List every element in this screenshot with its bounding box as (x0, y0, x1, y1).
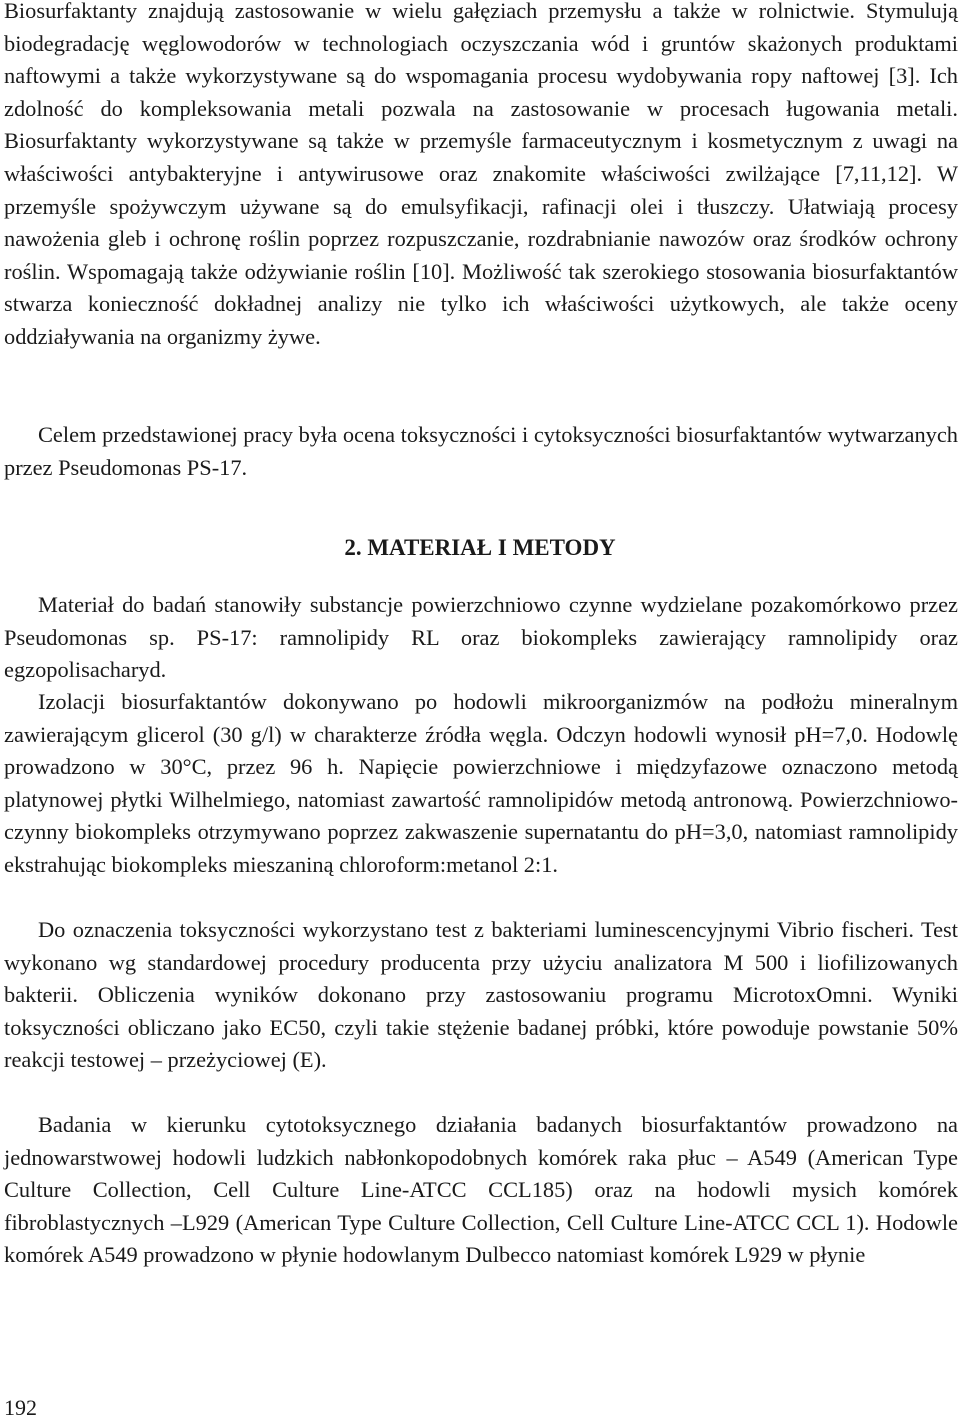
paragraph-isolation: Izolacji biosurfaktantów dokonywano po hodowli mikroorganizmów na podłożu mineralnym zawierającym glicerol (30 g/l) w charakterze źródła węgla. Odczyn hodowli wynosił pH=7,0. Hodowlę prowadzono w 30°C, przez 96 h. Napięcie powierzchniowe i międzyfazowe oznaczono metodą platynowej płytki Wilhelmiego, natomiast zawartość ramnolipidów metodą antronową. Powierzchniowo-czynny biokompleks otrzymywano poprzez zakwaszenie supernatantu do pH=3,0, natomiast ramnolipidy ekstrahując biokompleks mieszaniną chloroform:metanol 2:1. (4, 689, 958, 877)
paragraph-applications: Biosurfaktanty znajdują zastosowanie w wielu gałęziach przemysłu a także w rolnictwie. Stymulują biodegradację węglowodorów w technologiach oczyszczania wód i gruntów skażonych produktami naftowymi a także wykorzystywane są do wspomagania procesu wydobywania ropy naftowej [3]. Ich zdolność do kompleksowania metali pozwala na zastosowanie w procesach ługowania metali. Biosurfaktanty wykorzystywane są także w przemyśle farmaceutycznym i kosmetycznym z uwagi na właściwości antybakteryjne i antywirusowe oraz znakomite właściwości zwilżające [7,11,12]. W przemyśle spożywczym używane są do emulsyfikacji, rafinacji olei i tłuszczy. Ułatwiają procesy nawożenia gleb i ochronę roślin poprzez rozpuszczanie, rozdrabnianie nawozów oraz środków ochrony roślin. Wspomagają także odżywianie roślin [10]. Możliwość tak szerokiego stosowania biosurfaktantów stwarza konieczność dokładnej analizy nie tylko ich właściwości użytkowych, ale także oceny oddziaływania na organizmy żywe. (4, 0, 958, 349)
paragraph-toxicity: Do oznaczenia toksyczności wykorzystano test z bakteriami luminescencyjnymi Vibrio fischeri. Test wykonano wg standardowej procedury producenta przy użyciu analizatora M 500 i liofilizowanych bakterii. Obliczenia wyników dokonano przy zastosowaniu programu MicrotoxOmni. Wyniki toksyczności obliczano jako EC50, czyli takie stężenie badanej próbki, które powoduje powstanie 50% reakcji testowej – przeżyciowej (E). (4, 917, 958, 1073)
paragraph-material: Materiał do badań stanowiły substancje powierzchniowo czynne wydzielane pozakomórkowo przez Pseudomonas sp. PS-17: ramnolipidy RL oraz biokompleks zawierający ramnolipidy oraz egzopolisacharyd. (4, 592, 958, 683)
paragraph-aim: Celem przedstawionej pracy była ocena toksyczności i cytoksyczności biosurfaktantów wytwarzanych przez Pseudomonas PS-17. (4, 422, 958, 480)
page-number: 192 (4, 1395, 37, 1420)
paragraph-cytotoxicity: Badania w kierunku cytotoksycznego działania badanych biosurfaktantów prowadzono na jednowarstwowej hodowli ludzkich nabłonkopodobnych komórek raka płuc – A549 (American Type Culture Collection, Cell Culture Line-ATCC CCL185) oraz na hodowli mysich komórek fibroblastycznych –L929 (American Type Culture Collection, Cell Culture Line-ATCC CCL 1). Hodowle komórek A549 prowadzono w płynie hodowlanym Dulbecco natomiast komórek L929 w płynie (4, 1112, 958, 1268)
section-heading: 2. MATERIAŁ I METODY (344, 535, 616, 560)
